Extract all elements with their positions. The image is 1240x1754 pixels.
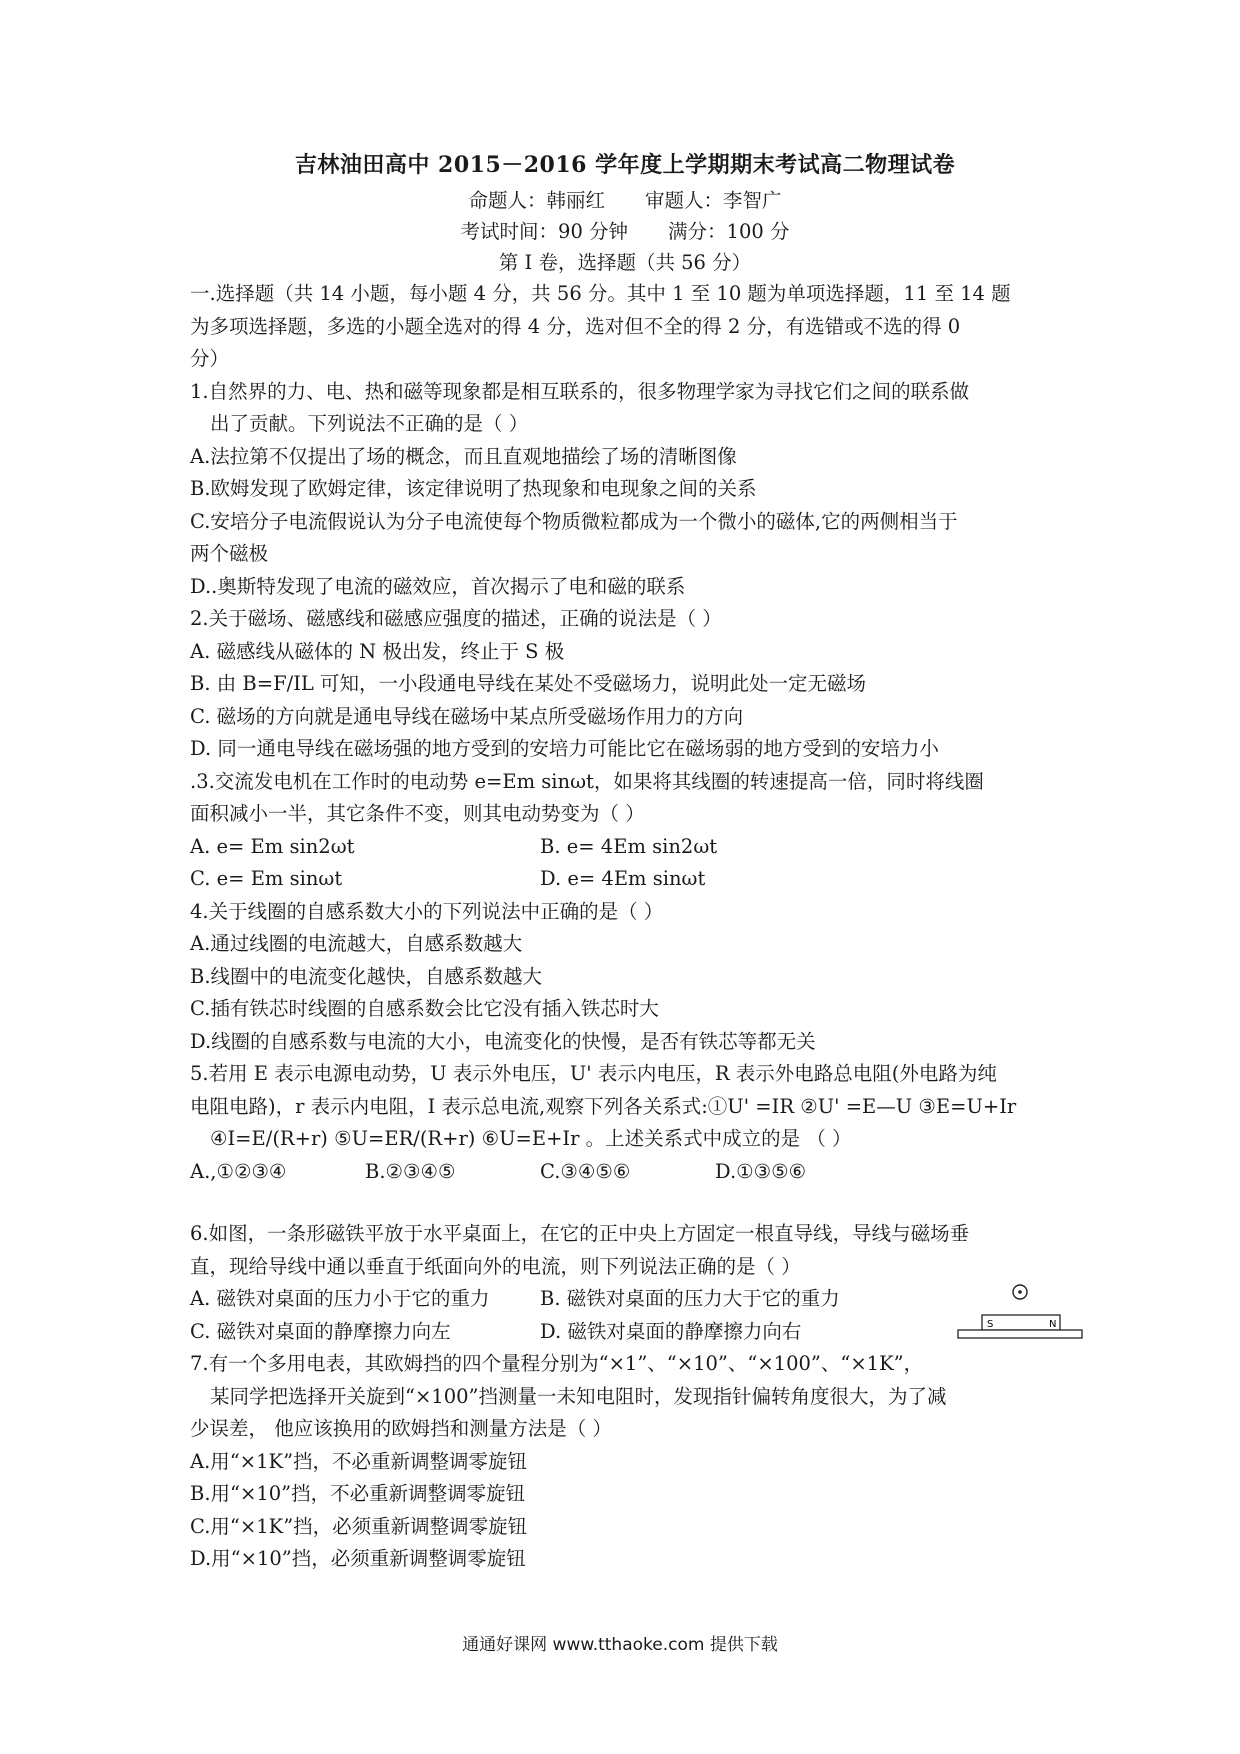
q6-option-d: D. 磁铁对桌面的静摩擦力向右 [540, 1319, 802, 1343]
page-title: 吉林油田高中 2015－2016 学年度上学期期末考试高二物理试卷 [294, 152, 956, 178]
q2-option-b: B. 由 B=F/IL 可知，一小段通电导线在某处不受磁场力，说明此处一定无磁场 [190, 672, 867, 695]
reviewer: 审题人：李智广 [645, 189, 782, 212]
q3-option-b: B. e= 4Em sin2ωt [540, 834, 718, 858]
q1-option-c-2: 两个磁极 [190, 542, 269, 565]
author-line [190, 185, 1060, 216]
q7-option-a: A.用“×1K”挡，不必重新调整调零旋钮 [190, 1449, 528, 1473]
author: 命题人：韩丽红 [468, 189, 605, 212]
q5-options-row [190, 1156, 1060, 1189]
q6-option-b: B. 磁铁对桌面的压力大于它的重力 [540, 1287, 840, 1310]
q7-option-b: B.用“×10”挡，不必重新调整调零旋钮 [190, 1482, 526, 1505]
q3-option-a: A. e= Em sin2ωt [190, 834, 355, 858]
q2-option-c: C. 磁场的方向就是通电导线在磁场中某点所受磁场作用力的方向 [190, 704, 744, 728]
q1-stem-2: 出了贡献。下列说法不正确的是（ ） [210, 412, 529, 435]
instructions-line-3: 分） [190, 347, 230, 370]
q7-option-c: C.用“×1K”挡，必须重新调整调零旋钮 [190, 1514, 528, 1538]
exam-time: 考试时间：90 分钟 [460, 220, 629, 243]
q1-option-a: A.法拉第不仅提出了场的概念，而且直观地描绘了场的清晰图像 [190, 444, 737, 468]
q4-option-d: D.线圈的自感系数与电流的大小，电流变化的快慢，是否有铁芯等都无关 [190, 1029, 816, 1053]
q6-stem-1: 6.如图，一条形磁铁平放于水平桌面上，在它的正中央上方固定一根直导线，导线与磁场垂 [190, 1222, 970, 1245]
magnet-n-label: N [1049, 1319, 1057, 1330]
q4-option-a: A.通过线圈的电流越大，自感系数越大 [190, 932, 523, 955]
q5-option-c: C.③④⑤⑥ [540, 1159, 631, 1183]
q4-option-b: B.线圈中的电流变化越快，自感系数越大 [190, 964, 543, 988]
q5-stem-2: 电阻电路)，r 表示内电阻，I 表示总电流,观察下列各关系式:①U' =IR ②U' =E—U ③E=U+Ir [190, 1094, 1017, 1118]
instructions-line-1: 一.选择题（共 14 小题，每小题 4 分，共 56 分。其中 1 至 10 题为单项选择题，11 至 14 题 [190, 282, 1011, 305]
instructions-line-2: 为多项选择题，多选的小题全选对的得 4 分，选对但不全的得 2 分，有选错或不选的得 0 [190, 314, 961, 338]
q6-option-c: C. 磁铁对桌面的静摩擦力向左 [190, 1319, 451, 1343]
q7-stem-2: 某同学把选择开关旋到“×100”挡测量一未知电阻时，发现指针偏转角度很大，为了减 [210, 1384, 947, 1408]
magnet-on-table-figure [955, 1283, 1085, 1345]
q3-stem-1: .3.交流发电机在工作时的电动势 e=Em sinωt，如果将其线圈的转速提高一倍，同时将线圈 [190, 769, 984, 793]
q5-option-a: A.,①②③④ [190, 1159, 287, 1183]
q7-stem-3: 少误差， 他应该换用的欧姆挡和测量方法是（ ） [190, 1417, 612, 1440]
full-score: 满分：100 分 [668, 220, 790, 243]
q3-stem-2: 面积减小一半，其它条件不变，则其电动势变为（ ） [190, 802, 645, 825]
q3-options-row-2 [190, 863, 1060, 896]
q6-options-row-2 [190, 1316, 1060, 1349]
magnet-s-label: S [987, 1319, 994, 1330]
q1-option-d: D..奥斯特发现了电流的磁效应，首次揭示了电和磁的联系 [190, 574, 686, 598]
q1-option-b: B.欧姆发现了欧姆定律，该定律说明了热现象和电现象之间的关系 [190, 477, 757, 500]
section-title: 第 I 卷，选择题（共 56 分） [498, 251, 752, 274]
q5-stem-1: 5.若用 E 表示电源电动势，U 表示外电压，U' 表示内电压，R 表示外电路总电阻(外电路为纯 [190, 1062, 997, 1085]
q5-option-d: D.①③⑤⑥ [715, 1159, 807, 1183]
q5-stem-3: ④I=E/(R+r) ⑤U=ER/(R+r) ⑥U=E+Ir 。上述关系式中成立的是 （ ） [210, 1127, 852, 1150]
q2-option-d: D. 同一通电导线在磁场强的地方受到的安培力可能比它在磁场弱的地方受到的安培力小 [190, 737, 939, 760]
q2-option-a: A. 磁感线从磁体的 N 极出发，终止于 S 极 [190, 639, 565, 663]
q3-option-c: C. e= Em sinωt [190, 867, 343, 890]
q3-options-row-1 [190, 831, 1060, 864]
q2-stem: 2.关于磁场、磁感线和磁感应强度的描述，正确的说法是（ ） [190, 607, 722, 630]
q6-option-a: A. 磁铁对桌面的压力小于它的重力 [190, 1287, 490, 1310]
q1-stem-1: 1.自然界的力、电、热和磁等现象都是相互联系的，很多物理学家为寻找它们之间的联系做 [190, 379, 970, 403]
table-surface [958, 1330, 1082, 1338]
exam-info-line [190, 216, 1060, 247]
q3-option-d: D. e= 4Em sinωt [540, 867, 706, 890]
q4-stem: 4.关于线圈的自感系数大小的下列说法中正确的是（ ） [190, 899, 664, 923]
q6-options-row-1 [190, 1283, 1060, 1316]
q4-option-c: C.插有铁芯时线圈的自感系数会比它没有插入铁芯时大 [190, 997, 659, 1020]
q1-option-c-1: C.安培分子电流假说认为分子电流使每个物质微粒都成为一个微小的磁体,它的两侧相当于 [190, 509, 958, 533]
q6-options [190, 1283, 1060, 1348]
exam-page [190, 148, 1060, 1576]
q5-option-b: B.②③④⑤ [365, 1159, 456, 1183]
q7-option-d: D.用“×10”挡，必须重新调整调零旋钮 [190, 1547, 526, 1570]
q7-stem-1: 7.有一个多用电表，其欧姆挡的四个量程分别为“×1”、“×10”、“×100”、“×1K”， [190, 1352, 924, 1375]
q6-stem-2: 直，现给导线中通以垂直于纸面向外的电流，则下列说法正确的是（ ） [190, 1254, 801, 1278]
page-footer: 通通好课网 www.tthaoke.com 提供下载 [462, 1635, 778, 1655]
